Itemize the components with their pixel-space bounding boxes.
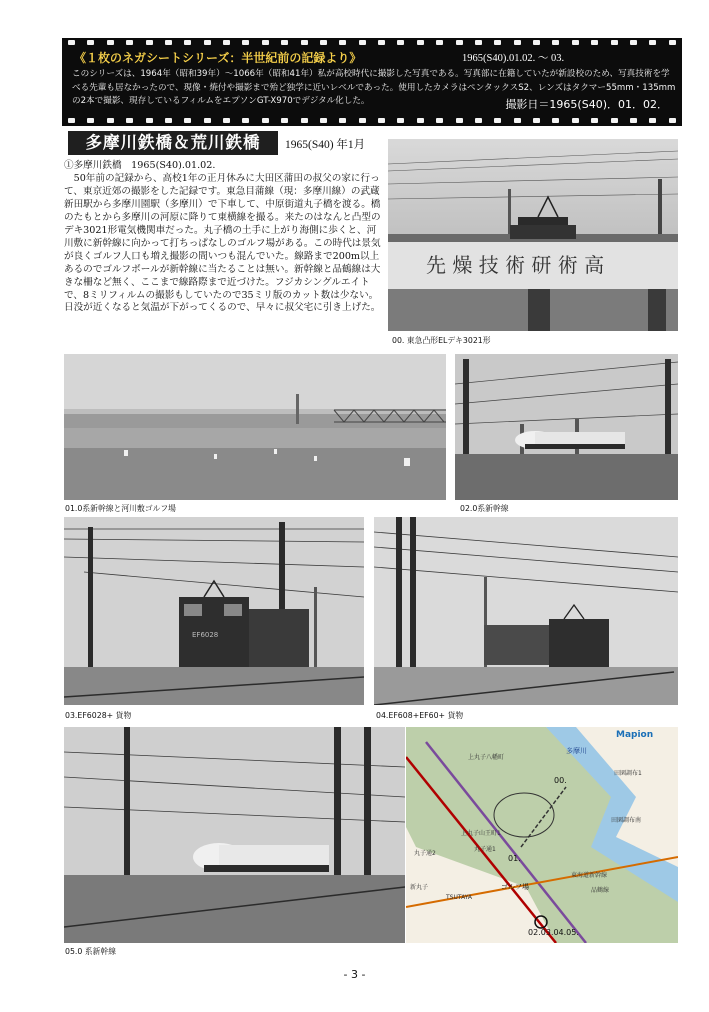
- map-label-tokaido-shinkansen: 東海道新幹線: [571, 872, 608, 879]
- photo-04-ef60-double: [374, 517, 678, 705]
- photo-04-caption: 04.EF608+EF60+ 貨物: [376, 711, 464, 720]
- shoot-date: 撮影日＝1965(S40)．01．02．: [505, 98, 668, 111]
- map-label-denenchofu-minami: 田園調布南: [611, 817, 642, 824]
- page-number: - 3 -: [343, 968, 366, 981]
- article-heading: ①多摩川鉄橋 1965(S40).01.02.: [64, 160, 216, 171]
- map-brand: Mapion: [616, 730, 654, 740]
- article-text: [64, 160, 382, 315]
- photo-01-golf-field: [64, 354, 446, 500]
- photo-00-bridge-loco: [388, 139, 678, 331]
- photo-02-caption: 02.0系新幹線: [460, 504, 509, 513]
- location-map: [406, 727, 678, 943]
- section-title: 多摩川鉄橋＆荒川鉄橋: [68, 131, 278, 155]
- sprocket-holes-bottom: [62, 118, 682, 124]
- article-body: 50年前の記録から、高校1年の正月休みに大田区蒲田の叔父の家に行って、東京近郊の撮影をした記録です。東急目蒲線（現：多摩川線）の武蔵新田駅から多摩川園駅（多摩川）で下車して、中原街道丸子橋を渡る。橋のたもとから多摩川の河原に降りて東横線を撮る。来たのはなんと凸型のデキ3021形電気機関車だった。丸子橋の土手に上がり海側に歩くと、河川敷に新幹線に向かって打ちっぱなしのゴルフ場がある。この時代は景気が良くゴルフ人口も増え撮影の間いつも混んでいた。線路まで200m以上あるのでゴルフボールが新幹線に当たることは無い。新幹線と品鶴線は大きな柵など無く、ここまで線路際まで近づけた。フジカシングルエイトで、8ミリフィルムの撮影もしていたので35ミリ版のカット数は少ない。日没が近くなると気温が下がってくるので、早々に叔父宅に引き上げた。: [64, 172, 381, 314]
- loco-number-plate: EF6028: [192, 631, 219, 639]
- map-label-kamimaruko-hachiman: 上丸子八幡町: [468, 754, 505, 761]
- map-label-marukodori1: 丸子通1: [474, 846, 496, 853]
- section-date: 1965(S40) 年1月: [285, 139, 366, 151]
- photo-02-shinkansen: [455, 354, 678, 500]
- photo-00-caption: 00. 東急凸形ELデキ3021形: [392, 336, 491, 345]
- shinkansen-train: [193, 843, 329, 872]
- map-label-kamimaruko-sanno: 上丸子山王町1: [461, 830, 501, 837]
- map-label-denenchofu1: 田園調布1: [614, 770, 642, 777]
- sprocket-holes-top: [62, 40, 682, 46]
- map-label-tamagawa: 多摩川: [566, 747, 587, 755]
- series-description: このシリーズは、1964年（昭和39年）～1066年（昭和41年）私が高校時代に撮影した写真である。写真部に在籍していたが新設校のため、写真技術を学べる先輩も居なかったので、現像・焼付や撮影まで殆ど独学に近いレベルであった。使用したカメラはペンタックスS2、レンズはタクマー55mm・135mmの2本で撮影、現存しているフィルムをエプソンGT-X970でデジタル化した。: [72, 69, 676, 106]
- photo-01-caption: 01.0系新幹線と河川敷ゴルフ場: [65, 504, 176, 513]
- map-marker-02-05: 02.03.04.05.: [528, 928, 579, 937]
- series-title: 《１枚のネガシートシリーズ：半世紀前の記録より》: [74, 51, 362, 65]
- map-label-hinkaku-line: 品鶴線: [591, 887, 610, 894]
- map-label-marukodori2: 丸子通2: [414, 850, 436, 857]
- map-label-shinmaruko: 新丸子: [410, 884, 429, 891]
- map-marker-01: 01.: [508, 854, 521, 863]
- bridge-sign-text: 先 燥 技 術 研 術 高: [426, 253, 605, 277]
- photo-03-caption: 03.EF6028+ 貨物: [65, 711, 132, 720]
- photo-05-shinkansen-bridge: [64, 727, 405, 943]
- map-label-tsutaya: TSUTAYA: [446, 894, 473, 901]
- shinkansen-train: [515, 431, 625, 449]
- photo-03-ef60-freight: [64, 517, 364, 705]
- film-strip-header: [62, 38, 682, 126]
- photo-05-caption: 05.0 系新幹線: [65, 947, 117, 956]
- map-label-golf: ゴルフ場: [501, 883, 529, 891]
- series-date-range: 1965(S40).01.02. ～ 03.: [462, 53, 565, 64]
- map-marker-00: 00.: [554, 776, 567, 785]
